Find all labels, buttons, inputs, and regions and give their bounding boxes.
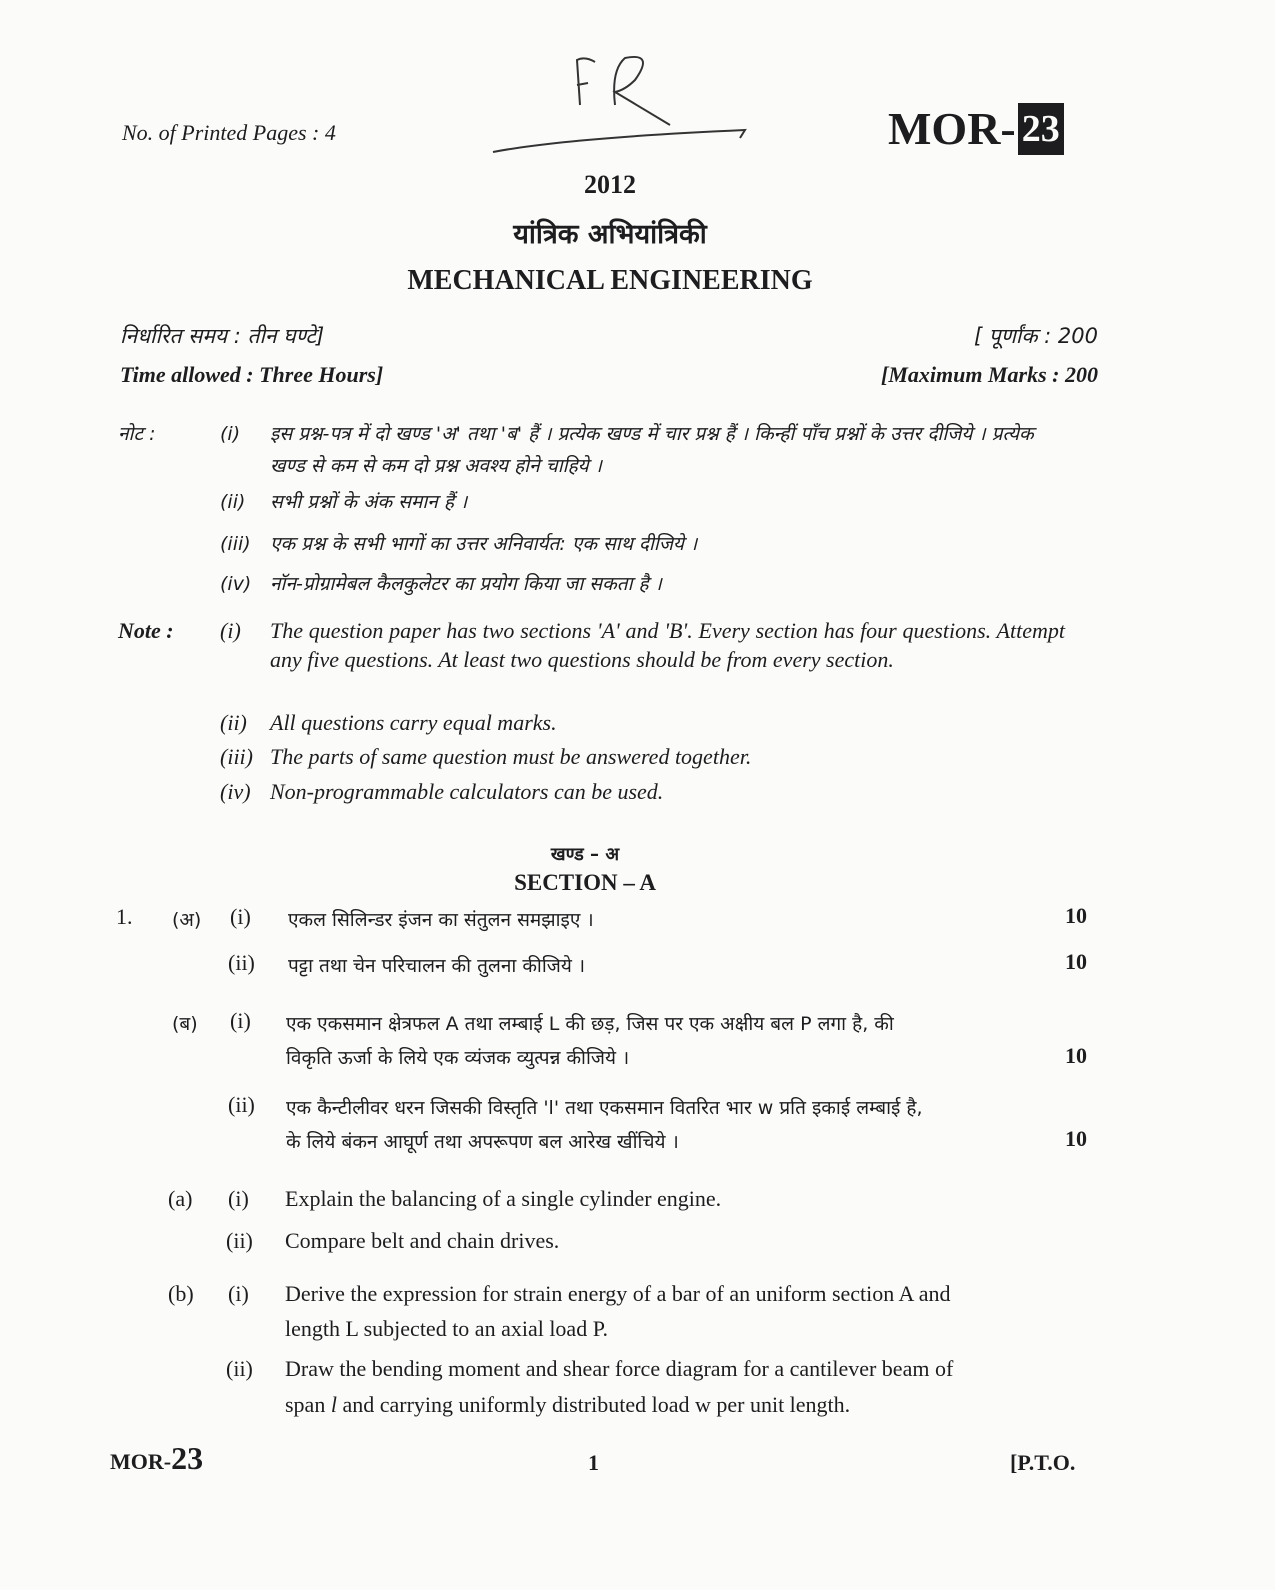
subpart-number: (i) <box>230 1008 251 1033</box>
question-text-hindi: के लिये बंकन आघूर्ण तथा अपरूपण बल आरेख खींचिये । <box>286 1131 679 1153</box>
subpart-number: (ii) <box>228 1092 255 1117</box>
note-hindi-item <box>220 528 1065 560</box>
question-text-english: Explain the balancing of a single cylinder engine. <box>285 1186 722 1211</box>
item-text: नॉन-प्रोग्रामेबल कैलकुलेटर का प्रयोग किया जा सकता है । <box>270 573 662 595</box>
time-allowed-english: Time allowed : Three Hours] <box>120 362 384 387</box>
item-number: (i) <box>220 618 241 643</box>
question-text-hindi: एक एकसमान क्षेत्रफल A तथा लम्बाई L की छड़, जिस पर एक अक्षीय बल P लगा है, की <box>286 1013 894 1035</box>
item-text: The parts of same question must be answered together. <box>270 744 752 769</box>
subject-title-english: MECHANICAL ENGINEERING <box>407 265 813 296</box>
paper-code <box>888 102 1064 155</box>
question-text-english: Draw the bending moment and shear force diagram for a cantilever beam of <box>285 1356 954 1381</box>
marks: 10 <box>1065 1126 1087 1151</box>
paper-code-prefix: MOR- <box>888 103 1016 154</box>
question-text-english: Derive the expression for strain energy of a bar of an uniform section A and <box>285 1281 951 1306</box>
time-allowed-hindi: निर्धारित समय : तीन घण्टे] <box>120 324 325 348</box>
item-number: (iii) <box>220 744 253 769</box>
question-text-hindi: एक कैन्टीलीवर धरन जिसकी विस्तृति 'l' तथा एकसमान वितरित भार w प्रति इकाई लम्बाई है, <box>286 1097 923 1119</box>
note-english-item <box>220 777 1065 806</box>
page-number: 1 <box>588 1450 599 1475</box>
item-number: (ii) <box>220 491 246 513</box>
question-text-hindi: पट्टा तथा चेन परिचालन की तुलना कीजिये । <box>288 955 586 977</box>
note-english-item <box>220 708 1065 737</box>
question-text-hindi: विकृति ऊर्जा के लिये एक व्यंजक व्युत्पन्न कीजिये । <box>286 1047 630 1069</box>
text-segment: and carrying uniformly distributed load w per unit length. <box>336 1392 851 1417</box>
span-symbol: l <box>330 1392 337 1417</box>
question-text-english: length L subjected to an axial load P. <box>285 1316 608 1341</box>
subpart-number: (ii) <box>226 1228 253 1253</box>
note-hindi-label: नोट : <box>118 423 156 445</box>
item-number: (iv) <box>220 779 251 804</box>
item-text: इस प्रश्न-पत्र में दो खण्ड 'अ' तथा 'ब' हैं । प्रत्येक खण्ड में चार प्रश्न हैं । किन्हीं पाँच प्रश्नों के उत्तर दीजिये । प्रत्येक खण्ड से कम से कम दो प्रश्न अवश्य होने चाहिये । <box>270 423 1034 477</box>
question-number: 1. <box>116 904 133 929</box>
subject-title-hindi: यांत्रिक अभियांत्रिकी <box>513 219 707 250</box>
note-english-item <box>220 742 1065 771</box>
item-text: एक प्रश्न के सभी भागों का उत्तर अनिवार्यत: एक साथ दीजिये । <box>270 533 698 555</box>
footer-code-prefix: MOR- <box>110 1449 172 1474</box>
max-marks-hindi: [ पूर्णांक : 200 <box>973 324 1098 348</box>
footer-code-number: 23 <box>171 1440 204 1476</box>
question-text-english <box>285 1392 850 1418</box>
subpart-number: (i) <box>230 904 251 929</box>
item-text: All questions carry equal marks. <box>270 710 557 735</box>
subpart-number: (i) <box>228 1186 249 1211</box>
item-number: (iv) <box>220 573 252 595</box>
subpart-number: (i) <box>228 1281 249 1306</box>
printed-pages-count: No. of Printed Pages : 4 <box>122 120 336 145</box>
part-b-label-hindi: (ब) <box>172 1013 198 1035</box>
marks: 10 <box>1065 949 1087 974</box>
note-hindi-item <box>220 486 1065 518</box>
item-text: सभी प्रश्नों के अंक समान हैं । <box>270 491 468 513</box>
item-text: Non-programmable calculators can be used. <box>270 779 664 804</box>
subpart-number: (ii) <box>228 950 255 975</box>
marks: 10 <box>1065 1043 1087 1068</box>
note-hindi-item <box>220 568 1065 600</box>
marks: 10 <box>1065 903 1087 928</box>
note-english-item <box>220 616 1065 674</box>
note-hindi-item <box>220 418 1065 482</box>
section-heading-english: SECTION – A <box>514 870 656 895</box>
part-a-label: (a) <box>168 1186 193 1211</box>
note-english-label: Note : <box>118 618 174 643</box>
paper-code-number: 23 <box>1018 103 1064 155</box>
item-number: (iii) <box>220 533 251 555</box>
subpart-number: (ii) <box>226 1356 253 1381</box>
part-a-label-hindi: (अ) <box>172 909 202 931</box>
section-heading-hindi: खण्ड – अ <box>550 844 620 865</box>
item-number: (ii) <box>220 710 247 735</box>
please-turn-over: [P.T.O. <box>1010 1450 1076 1475</box>
time-marks-english <box>120 362 1098 388</box>
exam-year: 2012 <box>584 170 636 199</box>
text-segment: span <box>285 1392 331 1417</box>
item-text: The question paper has two sections 'A' and 'B'. Every section has four questions. Attempt any five questions. At least two questions should be from every section. <box>270 618 1065 672</box>
part-b-label: (b) <box>168 1281 194 1306</box>
footer-paper-code <box>110 1440 203 1477</box>
time-marks-hindi <box>120 322 1098 350</box>
handwritten-signature <box>485 50 755 160</box>
question-text-hindi: एकल सिलिन्डर इंजन का संतुलन समझाइए । <box>288 909 594 931</box>
max-marks-english: [Maximum Marks : 200 <box>881 362 1098 387</box>
item-number: (i) <box>220 423 241 445</box>
question-text-english: Compare belt and chain drives. <box>285 1228 560 1253</box>
